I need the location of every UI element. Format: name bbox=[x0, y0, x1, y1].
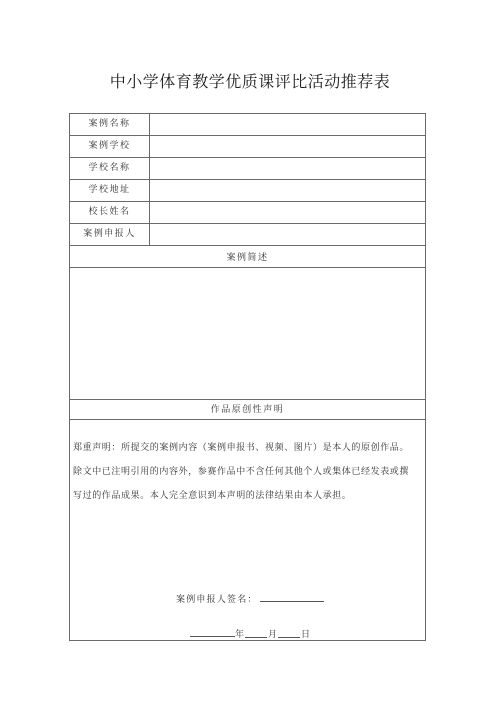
page-title: 中小学体育教学优质课评比活动推荐表 bbox=[109, 72, 391, 91]
row-principal-name bbox=[70, 202, 425, 224]
principal-name-label: 校长姓名 bbox=[70, 202, 150, 223]
row-school-address bbox=[70, 180, 425, 202]
signature-field[interactable] bbox=[260, 593, 324, 602]
principal-name-field[interactable] bbox=[150, 202, 425, 223]
month-field[interactable] bbox=[245, 632, 267, 638]
declaration-line: 写过的作品成果。本人完全意识到本声明的法律结果由本人承担。 bbox=[73, 491, 352, 501]
day-field[interactable] bbox=[278, 632, 300, 638]
summary-heading: 案例简述 bbox=[70, 250, 425, 268]
summary-content-area[interactable] bbox=[70, 268, 425, 400]
declaration-text bbox=[73, 436, 423, 508]
date-row bbox=[190, 627, 310, 640]
school-name-field[interactable] bbox=[150, 158, 425, 179]
case-school-field[interactable] bbox=[150, 136, 425, 157]
school-address-field[interactable] bbox=[150, 180, 425, 201]
applicant-label: 案例申报人 bbox=[70, 224, 150, 245]
year-label: 年 bbox=[235, 630, 245, 640]
signature-row bbox=[176, 592, 324, 605]
school-address-label: 学校地址 bbox=[70, 180, 150, 201]
school-name-label: 学校名称 bbox=[70, 158, 150, 179]
row-case-name bbox=[70, 114, 425, 136]
originality-heading: 作品原创性声明 bbox=[70, 402, 425, 420]
year-field[interactable] bbox=[190, 628, 235, 637]
case-name-label: 案例名称 bbox=[70, 114, 150, 135]
row-applicant bbox=[70, 224, 425, 246]
declaration-line: 除文中已注明引用的内容外，参赛作品中不含任何其他个人或集体已经发表或撰 bbox=[73, 467, 410, 477]
signature-label: 案例申报人签名： bbox=[176, 595, 258, 605]
month-label: 月 bbox=[268, 630, 278, 640]
case-school-label: 案例学校 bbox=[70, 136, 150, 157]
row-case-school bbox=[70, 136, 425, 158]
declaration-line: 郑重声明：所提交的案例内容（案例申报书、视频、图片）是本人的原创作品。 bbox=[73, 443, 410, 453]
recommendation-form bbox=[69, 113, 426, 641]
day-label: 日 bbox=[301, 630, 311, 640]
case-name-field[interactable] bbox=[150, 114, 425, 135]
row-school-name bbox=[70, 158, 425, 180]
applicant-field[interactable] bbox=[150, 224, 425, 245]
